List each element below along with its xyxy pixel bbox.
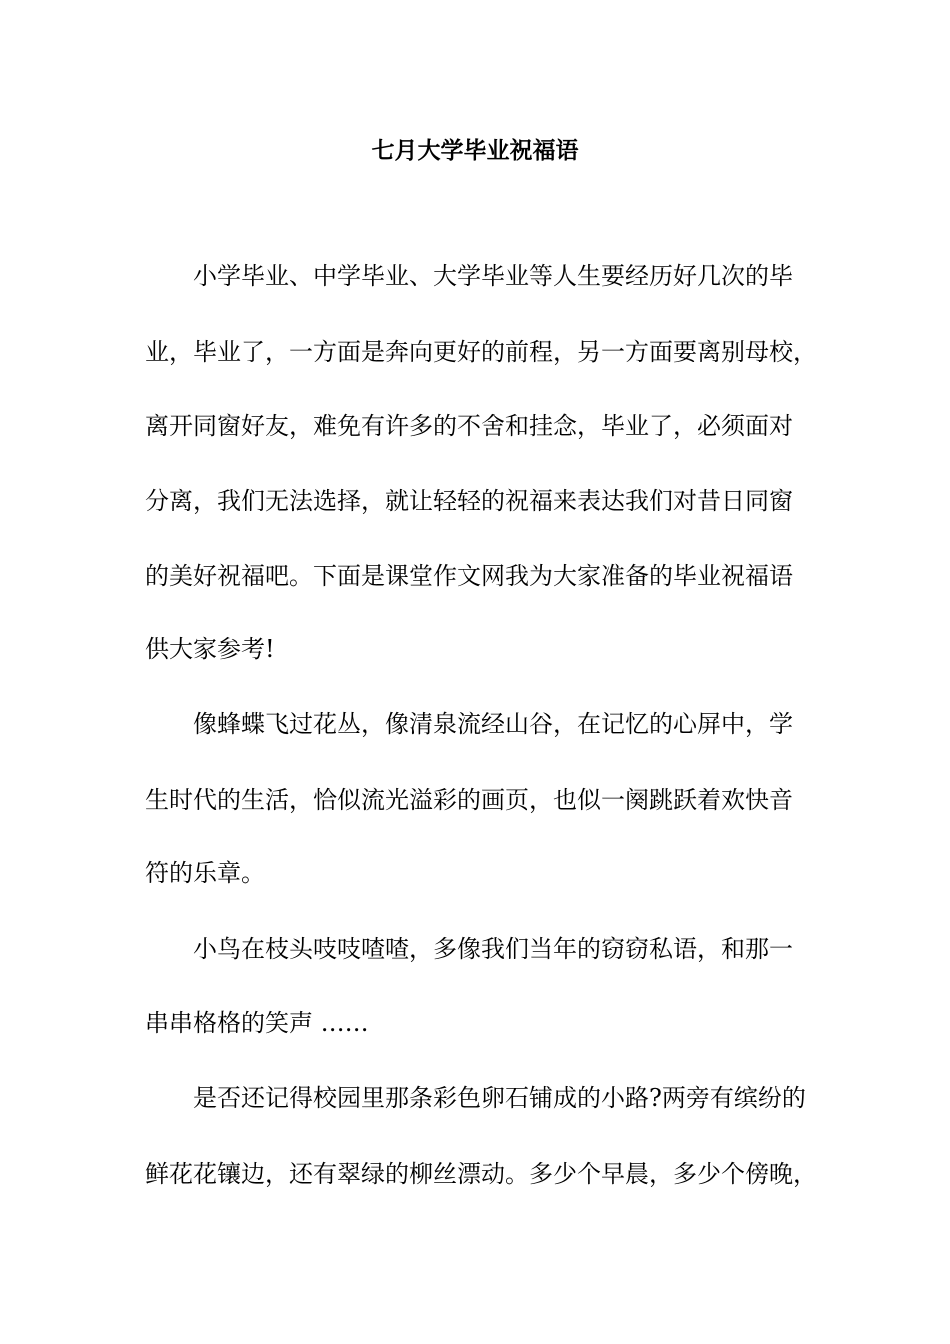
paragraph-line: 串串格格的笑声 …… — [145, 1009, 369, 1037]
paragraph-line: 小鸟在枝头吱吱喳喳，多像我们当年的窃窃私语，和那一 — [193, 935, 793, 963]
paragraph-line: 生时代的生活，恰似流光溢彩的画页，也似一阕跳跃着欢快音 — [145, 786, 793, 814]
paragraph-line: 是否还记得校园里那条彩色卵石铺成的小路?两旁有缤纷的 — [193, 1084, 806, 1112]
paragraph-line: 小学毕业、中学毕业、大学毕业等人生要经历好几次的毕 — [193, 262, 793, 290]
document-title: 七月大学毕业祝福语 — [371, 137, 579, 164]
paragraph-line: 业，毕业了，一方面是奔向更好的前程，另一方面要离别母校， — [145, 338, 817, 366]
paragraph-line: 离开同窗好友，难免有许多的不舍和挂念，毕业了，必须面对 — [145, 412, 793, 440]
paragraph-line: 鲜花花镶边，还有翠绿的柳丝漂动。多少个早晨，多少个傍晚， — [145, 1160, 817, 1188]
paragraph-line: 像蜂蝶飞过花丛，像清泉流经山谷，在记忆的心屏中，学 — [193, 710, 793, 738]
paragraph-line: 的美好祝福吧。下面是课堂作文网我为大家准备的毕业祝福语 — [145, 562, 793, 590]
paragraph-line: 符的乐章。 — [145, 859, 265, 887]
paragraph-line: 供大家参考! — [145, 635, 275, 663]
paragraph-line: 分离，我们无法选择，就让轻轻的祝福来表达我们对昔日同窗 — [145, 487, 793, 515]
